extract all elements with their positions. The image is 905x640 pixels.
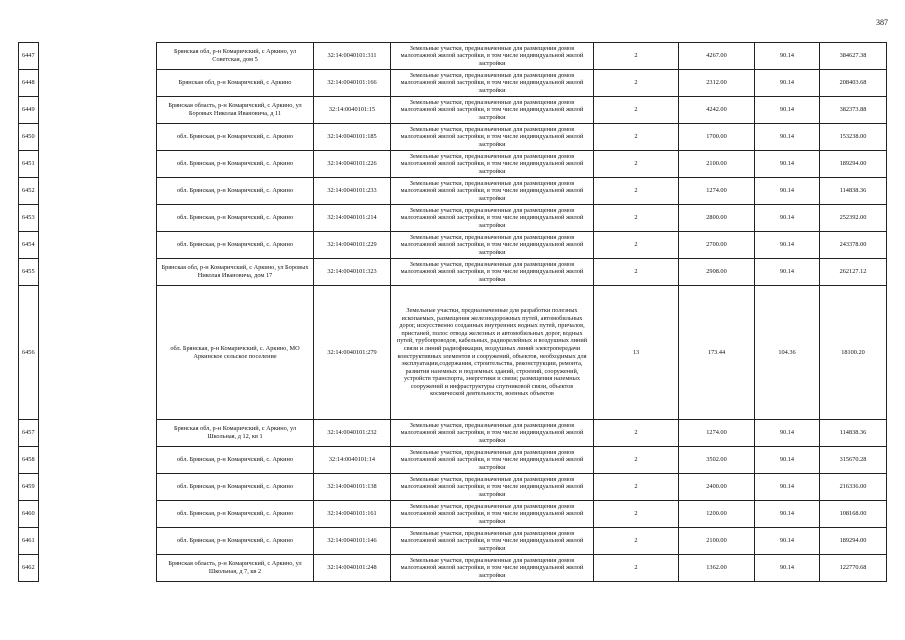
row-number-cell: 6461 (19, 528, 39, 555)
specific-value-cell: 90.14 (755, 420, 820, 447)
cadastral-number-cell: 32:14:0040101:311 (314, 43, 391, 70)
address-cell: обл. Брянская, р-н Комаричский, с. Аркино (157, 232, 314, 259)
cadastral-number-cell: 32:14:0040101:248 (314, 555, 391, 582)
row-number-cell: 6450 (19, 124, 39, 151)
table-row (19, 97, 887, 124)
land-use-cell: Земельные участки, предназначенные для размещения домов малоэтажной жилой застройки, в том числе индивидуальной жилой застройки (391, 205, 594, 232)
address-cell: Брянская обл, р-н Комаричский, с Аркино, ул Советская, дом 5 (157, 43, 314, 70)
area-cell: 1274.00 (679, 420, 755, 447)
empty-cell (39, 178, 157, 205)
address-cell: обл. Брянская, р-н Комаричский, с. Аркино (157, 151, 314, 178)
row-number-cell: 6452 (19, 178, 39, 205)
land-use-cell: Земельные участки, предназначенные для размещения домов малоэтажной жилой застройки, в том числе индивидуальной жилой застройки (391, 474, 594, 501)
specific-value-cell: 90.14 (755, 124, 820, 151)
use-code-cell: 2 (594, 205, 679, 232)
cadastral-number-cell: 32:14:0040101:185 (314, 124, 391, 151)
use-code-cell: 2 (594, 97, 679, 124)
use-code-cell: 2 (594, 70, 679, 97)
use-code-cell: 2 (594, 232, 679, 259)
land-use-cell: Земельные участки, предназначенные для размещения домов малоэтажной жилой застройки, в том числе индивидуальной жилой застройки (391, 43, 594, 70)
address-cell: Брянская обл, р-н Комаричский, с Аркино, ул Школьная, д 12, кв 1 (157, 420, 314, 447)
land-use-cell: Земельные участки, предназначенные для размещения домов малоэтажной жилой застройки, в том числе индивидуальной жилой застройки (391, 447, 594, 474)
row-number-cell: 6457 (19, 420, 39, 447)
area-cell: 2400.00 (679, 474, 755, 501)
address-cell: обл. Брянская, р-н Комаричский, с. Аркино (157, 474, 314, 501)
table-row (19, 43, 887, 70)
table-row (19, 205, 887, 232)
area-cell: 1274.00 (679, 178, 755, 205)
land-use-cell: Земельные участки, предназначенные для размещения домов малоэтажной жилой застройки, в том числе индивидуальной жилой застройки (391, 97, 594, 124)
cadastral-number-cell: 32:14:0040101:233 (314, 178, 391, 205)
empty-cell (39, 420, 157, 447)
cadastral-value-cell: 114838.36 (820, 420, 887, 447)
use-code-cell: 2 (594, 178, 679, 205)
empty-cell (39, 286, 157, 420)
area-cell: 1700.00 (679, 124, 755, 151)
table-row (19, 178, 887, 205)
land-use-cell: Земельные участки, предназначенные для размещения домов малоэтажной жилой застройки, в том числе индивидуальной жилой застройки (391, 501, 594, 528)
cadastral-number-cell: 32:14:0040101:229 (314, 232, 391, 259)
specific-value-cell: 90.14 (755, 474, 820, 501)
use-code-cell: 2 (594, 259, 679, 286)
use-code-cell: 2 (594, 474, 679, 501)
area-cell: 4242.00 (679, 97, 755, 124)
table-row (19, 528, 887, 555)
area-cell: 1362.00 (679, 555, 755, 582)
specific-value-cell: 90.14 (755, 205, 820, 232)
area-cell: 2700.00 (679, 232, 755, 259)
table-row (19, 555, 887, 582)
area-cell: 2800.00 (679, 205, 755, 232)
address-cell: обл. Брянская, р-н Комаричский, с. Аркино (157, 205, 314, 232)
cadastral-value-cell: 108168.00 (820, 501, 887, 528)
cadastral-value-cell: 189294.00 (820, 151, 887, 178)
land-use-cell: Земельные участки, предназначенные для размещения домов малоэтажной жилой застройки, в том числе индивидуальной жилой застройки (391, 232, 594, 259)
land-use-cell: Земельные участки, предназначенные для разработки полезных ископаемых, размещения железнодорожных путей, автомобильных дорог, искусственно созданных внутренних водных путей, причалов, пристаней, полос отвода железных и автомобильных дорог, водных путей, трубопроводов, кабельных, радиорелейных и воздушных линий связи и линий радиофикации, воздушных линий электропередачи конструктивных элементов и сооружений, объектов, необходимых для эксплуатации,содержания, строительства, реконструкции, ремонта, развития наземных и подземных зданий, строений, сооружений, устройств транспорта, энергетики и связи; размещения наземных сооружений и инфраструктуры спутниковой связи, объектов космической деятельности, военных объектов (391, 286, 594, 420)
row-number-cell: 6454 (19, 232, 39, 259)
area-cell: 1200.00 (679, 501, 755, 528)
specific-value-cell: 90.14 (755, 501, 820, 528)
specific-value-cell: 90.14 (755, 70, 820, 97)
land-use-cell: Земельные участки, предназначенные для размещения домов малоэтажной жилой застройки, в том числе индивидуальной жилой застройки (391, 259, 594, 286)
address-cell: Брянская область, р-н Комаричский, с Аркино, ул Школьная, д 7, кв 2 (157, 555, 314, 582)
cadastral-number-cell: 32:14:0040101:232 (314, 420, 391, 447)
cadastral-number-cell: 32:14:0040101:14 (314, 447, 391, 474)
cadastral-number-cell: 32:14:0040101:146 (314, 528, 391, 555)
area-cell: 3502.00 (679, 447, 755, 474)
area-cell: 173.44 (679, 286, 755, 420)
row-number-cell: 6448 (19, 70, 39, 97)
empty-cell (39, 205, 157, 232)
land-use-cell: Земельные участки, предназначенные для размещения домов малоэтажной жилой застройки, в том числе индивидуальной жилой застройки (391, 70, 594, 97)
empty-cell (39, 474, 157, 501)
land-use-cell: Земельные участки, предназначенные для размещения домов малоэтажной жилой застройки, в том числе индивидуальной жилой застройки (391, 528, 594, 555)
area-cell: 2100.00 (679, 151, 755, 178)
empty-cell (39, 43, 157, 70)
table-body (19, 43, 887, 582)
cadastral-value-cell: 18100.20 (820, 286, 887, 420)
table-row (19, 474, 887, 501)
use-code-cell: 2 (594, 528, 679, 555)
page-number: 387 (876, 18, 888, 27)
address-cell: Брянская обл, р-н Комаричский, с Аркино, ул Боровых Николая Ивановича, дом 17 (157, 259, 314, 286)
row-number-cell: 6453 (19, 205, 39, 232)
specific-value-cell: 90.14 (755, 528, 820, 555)
empty-cell (39, 232, 157, 259)
use-code-cell: 2 (594, 124, 679, 151)
empty-cell (39, 151, 157, 178)
area-cell: 4267.00 (679, 43, 755, 70)
row-number-cell: 6449 (19, 97, 39, 124)
specific-value-cell: 104.36 (755, 286, 820, 420)
specific-value-cell: 90.14 (755, 232, 820, 259)
cadastral-value-cell: 262127.12 (820, 259, 887, 286)
empty-cell (39, 555, 157, 582)
cadastral-value-table (18, 42, 887, 582)
row-number-cell: 6462 (19, 555, 39, 582)
land-use-cell: Земельные участки, предназначенные для размещения домов малоэтажной жилой застройки, в том числе индивидуальной жилой застройки (391, 420, 594, 447)
address-cell: обл. Брянская, р-н Комаричский, с. Аркино (157, 178, 314, 205)
cadastral-value-cell: 216336.00 (820, 474, 887, 501)
table-row (19, 151, 887, 178)
table-row (19, 259, 887, 286)
cadastral-value-cell: 122770.68 (820, 555, 887, 582)
table-row (19, 447, 887, 474)
empty-cell (39, 528, 157, 555)
land-use-cell: Земельные участки, предназначенные для размещения домов малоэтажной жилой застройки, в том числе индивидуальной жилой застройки (391, 124, 594, 151)
table-row (19, 501, 887, 528)
address-cell: обл. Брянская, р-н Комаричский, с. Аркино (157, 501, 314, 528)
address-cell: обл. Брянская, р-н Комаричский, с. Аркино (157, 447, 314, 474)
row-number-cell: 6455 (19, 259, 39, 286)
cadastral-number-cell: 32:14:0040101:279 (314, 286, 391, 420)
use-code-cell: 13 (594, 286, 679, 420)
use-code-cell: 2 (594, 43, 679, 70)
cadastral-number-cell: 32:14:0040101:166 (314, 70, 391, 97)
cadastral-number-cell: 32:14:0040101:226 (314, 151, 391, 178)
table-row (19, 70, 887, 97)
cadastral-number-cell: 32:14:0040101:161 (314, 501, 391, 528)
table-row (19, 286, 887, 420)
cadastral-value-cell: 189294.00 (820, 528, 887, 555)
row-number-cell: 6458 (19, 447, 39, 474)
cadastral-value-cell: 315670.28 (820, 447, 887, 474)
address-cell: обл. Брянская, р-н Комаричский, с. Аркино, МО Аркинское сельское поселение (157, 286, 314, 420)
specific-value-cell: 90.14 (755, 555, 820, 582)
land-use-cell: Земельные участки, предназначенные для размещения домов малоэтажной жилой застройки, в том числе индивидуальной жилой застройки (391, 151, 594, 178)
area-cell: 2100.00 (679, 528, 755, 555)
cadastral-number-cell: 32:14:0040101:138 (314, 474, 391, 501)
empty-cell (39, 97, 157, 124)
cadastral-value-cell: 114838.36 (820, 178, 887, 205)
specific-value-cell: 90.14 (755, 259, 820, 286)
cadastral-value-cell: 153238.00 (820, 124, 887, 151)
specific-value-cell: 90.14 (755, 43, 820, 70)
empty-cell (39, 501, 157, 528)
cadastral-value-cell: 208403.68 (820, 70, 887, 97)
table-row (19, 232, 887, 259)
row-number-cell: 6460 (19, 501, 39, 528)
use-code-cell: 2 (594, 447, 679, 474)
row-number-cell: 6447 (19, 43, 39, 70)
specific-value-cell: 90.14 (755, 178, 820, 205)
use-code-cell: 2 (594, 555, 679, 582)
cadastral-value-cell: 252392.00 (820, 205, 887, 232)
address-cell: обл. Брянская, р-н Комаричский, с. Аркино (157, 528, 314, 555)
cadastral-value-cell: 384627.38 (820, 43, 887, 70)
use-code-cell: 2 (594, 501, 679, 528)
empty-cell (39, 124, 157, 151)
cadastral-value-cell: 382373.88 (820, 97, 887, 124)
specific-value-cell: 90.14 (755, 97, 820, 124)
row-number-cell: 6456 (19, 286, 39, 420)
empty-cell (39, 259, 157, 286)
land-use-cell: Земельные участки, предназначенные для размещения домов малоэтажной жилой застройки, в том числе индивидуальной жилой застройки (391, 178, 594, 205)
use-code-cell: 2 (594, 151, 679, 178)
table-row (19, 124, 887, 151)
row-number-cell: 6459 (19, 474, 39, 501)
area-cell: 2312.00 (679, 70, 755, 97)
use-code-cell: 2 (594, 420, 679, 447)
address-cell: обл. Брянская, р-н Комаричский, с. Аркино (157, 124, 314, 151)
row-number-cell: 6451 (19, 151, 39, 178)
table-row (19, 420, 887, 447)
area-cell: 2908.00 (679, 259, 755, 286)
specific-value-cell: 90.14 (755, 447, 820, 474)
specific-value-cell: 90.14 (755, 151, 820, 178)
empty-cell (39, 447, 157, 474)
cadastral-number-cell: 32:14:0040101:214 (314, 205, 391, 232)
empty-cell (39, 70, 157, 97)
land-use-cell: Земельные участки, предназначенные для размещения домов малоэтажной жилой застройки, в том числе индивидуальной жилой застройки (391, 555, 594, 582)
cadastral-number-cell: 32:14:0040101:323 (314, 259, 391, 286)
cadastral-value-cell: 243378.00 (820, 232, 887, 259)
address-cell: Брянская область, р-н Комаричский, с Аркино, ул Боровых Николая Ивановича, д 11 (157, 97, 314, 124)
address-cell: Брянская обл, р-н Комаричский, с Аркино (157, 70, 314, 97)
cadastral-number-cell: 32:14:0040101:15 (314, 97, 391, 124)
